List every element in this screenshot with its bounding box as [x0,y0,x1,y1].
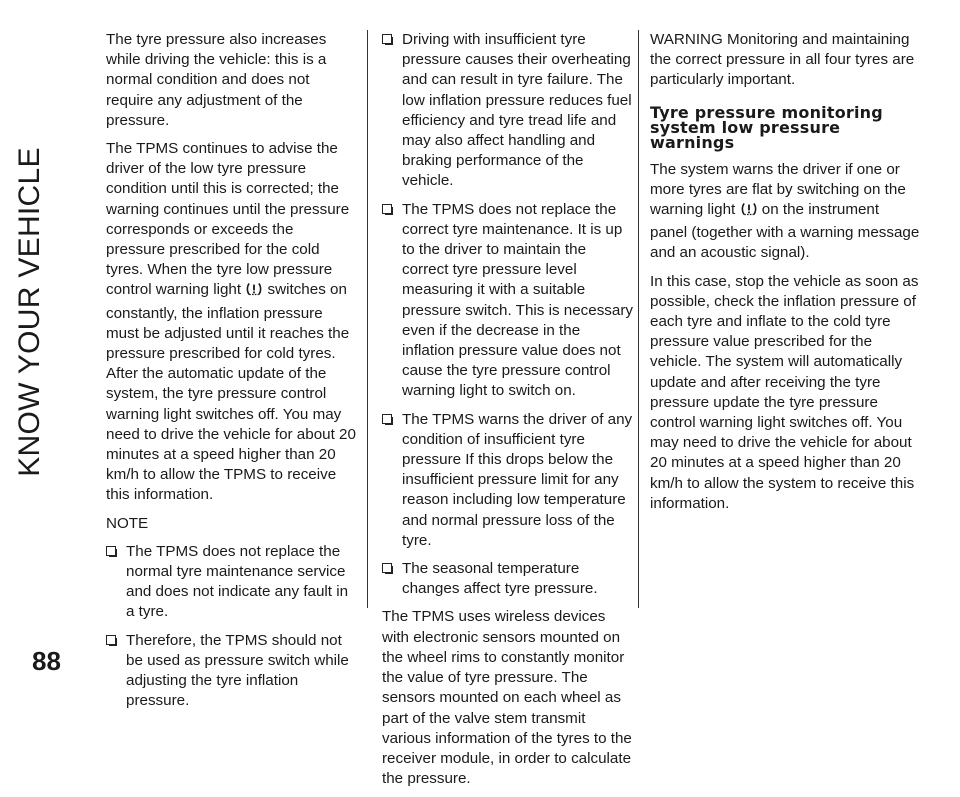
checkbox-bullet-icon [106,635,116,645]
list-item-text: The seasonal temperature changes affect tyre pressure. [402,560,598,598]
tpms-warning-light-icon [246,282,262,303]
list-item-text: Therefore, the TPMS should not be used as pressure switch while adjusting the tyre inflation pressure. [126,631,349,710]
paragraph [106,139,356,506]
side-tab [0,0,84,686]
text-run: The TPMS continues to advise the driver of the low tyre pressure condition until this is corrected; the warning continues until the pressure corresponds or exceeds the pressure prescribed for the cold tyres. When the tyre low pressure control warning light [106,140,350,299]
page-number: 88 [32,646,61,676]
paragraph: The TPMS uses wireless devices with electronic sensors mounted on the wheel rims to constantly monitor the value of tyre pressure. The sensors mounted on each wheel as part of the valve stem transmit various information of the tyres to the receiver module, in order to calculate the pressure. [382,608,632,788]
checkbox-bullet-icon [382,414,392,424]
list-item [382,200,634,402]
checkbox-bullet-icon [382,34,392,44]
column-1 [106,30,356,720]
note-heading: NOTE [106,514,149,532]
warning-paragraph: WARNING Monitoring and maintaining the correct pressure in all four tyres are particularly important. [650,31,915,89]
list-item-text: The TPMS does not replace the correct tyre maintenance. It is up to the driver to maintain the correct tyre pressure level measuring it with a suitable pressure switch. This is necessary even if the decrease in the inflation pressure value does not cause the tyre pressure control warning light to switch on. [402,200,633,400]
list-item-text: The TPMS warns the driver of any condition of insufficient tyre pressure If this drops below the insufficient pressure limit for any reason including low temperature and normal pressure loss of the tyre. [402,410,633,549]
list-item-text: The TPMS does not replace the normal tyre maintenance service and does not indicate any fault in a tyre. [126,542,349,621]
column-divider [367,30,368,608]
list-item [382,30,634,192]
tpms-warning-light-icon [741,202,757,223]
paragraph: The tyre pressure also increases while driving the vehicle: this is a normal condition and does not require any adjustment of the pressure. [106,31,327,129]
text-run: on the instrument panel (together with a warning message and an acoustic signal). [650,201,920,262]
paragraph [650,160,920,264]
checkbox-bullet-icon [382,563,392,573]
checkbox-bullet-icon [106,546,116,556]
paragraph: In this case, stop the vehicle as soon as possible, check the inflation pressure of each tyre and inflate to the cold tyre pressure value prescribed for the vehicle. The system will automatically update and after receiving the tyre pressure update the tyre pressure control warning light switches off. You may need to drive the vehicle for about 20 minutes at a speed higher than 20 km/h to allow the system to receive this information. [650,272,919,512]
list-item-text: Driving with insufficient tyre pressure causes their overheating and can result in tyre failure. The low inflation pressure reduces fuel efficiency and tyre tread life and may also affect handling and braking performance of the vehicle. [402,31,632,190]
column-2 [382,30,634,797]
text-run: switches on constantly, the inflation pressure must be adjusted until it reaches the pressure prescribed for cold tyres. After the automatic update of the system, the tyre pressure control warning light switches off. You may need to drive the vehicle for about 20 minutes at a speed higher than 20 km/h to allow the TPMS to receive this information. [106,281,356,504]
section-title: KNOW YOUR VEHICLE [13,147,46,477]
list-item [106,542,356,623]
text-run: The system warns the driver if one or more tyres are flat by switching on the warning light [650,160,906,219]
column-3 [650,30,920,522]
list-item [106,631,356,712]
column-divider [638,30,639,608]
checkbox-bullet-icon [382,204,392,214]
section-subheading: Tyre pressure monitoring system low pressure warnings [650,102,883,152]
list-item [382,410,634,551]
list-item [382,559,634,599]
